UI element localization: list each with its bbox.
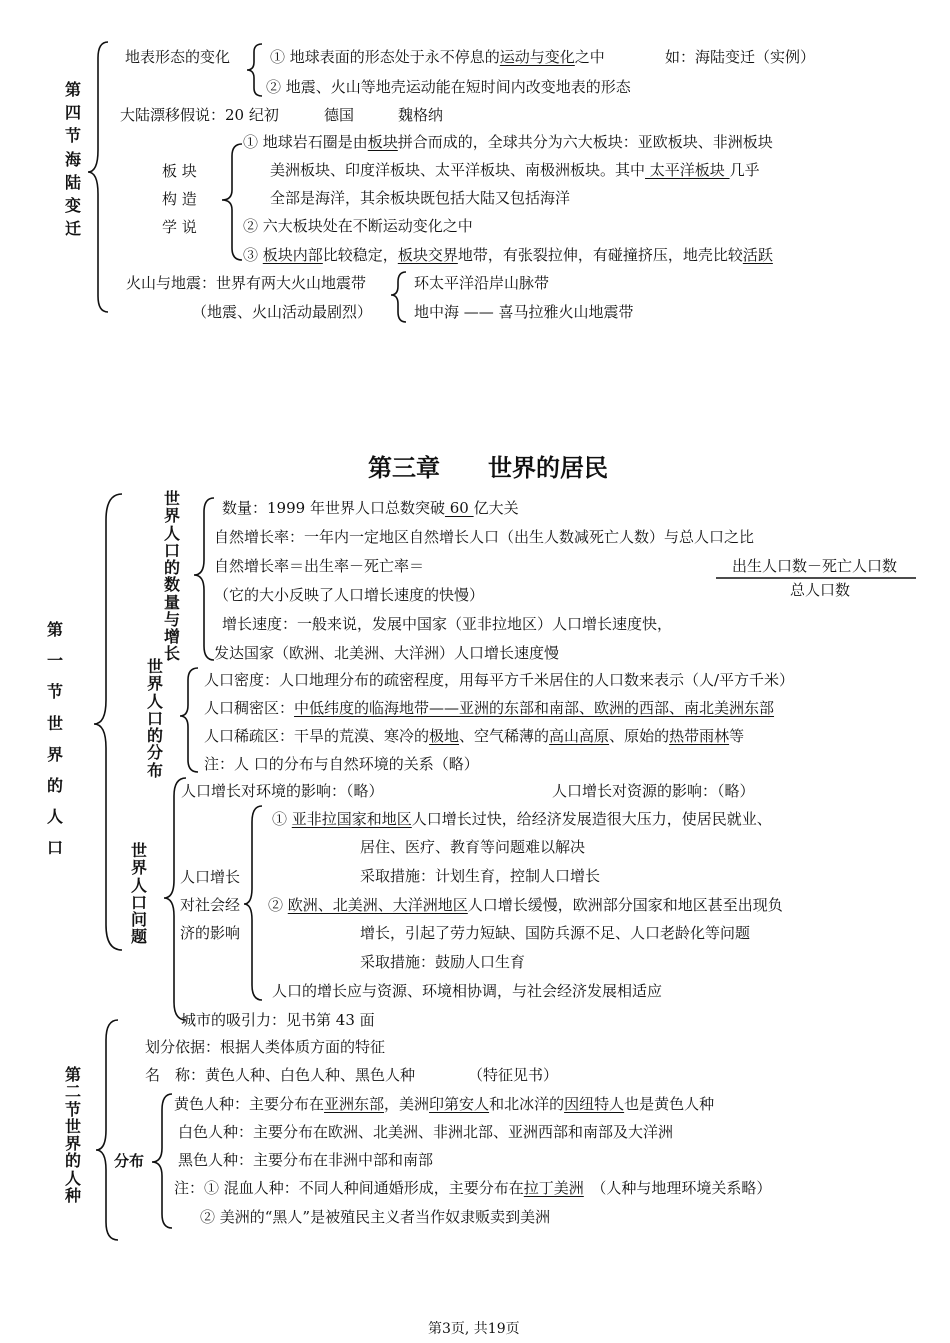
quantity-line: 数量：1999 年世界人口总数突破 60 亿大关 <box>222 499 519 517</box>
race-basis: 划分依据：根据人类体质方面的特征 <box>145 1038 386 1056</box>
plate-label-1: 板 块 <box>162 162 197 180</box>
volcano-belt-1: 环太平洋沿岸山脉带 <box>414 274 550 292</box>
dense-area: 人口稠密区：中低纬度的临海地带——亚洲的东部和南部、欧洲的西部、南北美洲东部 <box>204 699 775 717</box>
volcano-note: （地震、火山活动最剧烈） <box>192 303 373 321</box>
impact-label-2: 对社会经 <box>180 896 241 914</box>
page-footer: 第3页, 共19页 <box>428 1321 520 1337</box>
city-attraction: 城市的吸引力：见书第 43 面 <box>181 1011 375 1029</box>
impact-line-4: ② 欧洲、北美洲、大洋洲地区人口增长缓慢，欧洲部分国家和地区甚至出现负 <box>268 896 783 914</box>
plate-line-5: ③ 板块内部比较稳定，板块交界地带，有张裂拉伸，有碰撞挤压，地壳比较活跃 <box>243 246 773 264</box>
sparse-area: 人口稀疏区：干旱的荒漠、寒冷的极地、空气稀薄的高山高原、原始的热带雨林等 <box>204 727 745 745</box>
natural-growth-note: （它的大小反映了人口增长速度的快慢） <box>214 586 485 604</box>
growth-speed-line-2: 发达国家（欧洲、北美洲、大洋洲）人口增长速度慢 <box>214 644 560 662</box>
mixed-race-note: 注：① 混血人种：不同人种间通婚形成，主要分布在拉丁美洲 （人种与地理环境关系略） <box>174 1179 772 1197</box>
fraction-numerator: 出生人口数－死亡人口数 <box>732 557 898 575</box>
plate-line-2: 美洲板块、印度洋板块、太平洋板块、南极洲板块。其中 太平洋板块 几乎 <box>270 161 760 179</box>
impact-line-1: ① 亚非拉国家和地区人口增长过快，给经济发展造很大压力，使居民就业、 <box>272 810 772 828</box>
population-distribution-subtitle: 世界人口的分布 <box>146 657 163 780</box>
growth-speed-line-1: 增长速度：一般来说，发展中国家（亚非拉地区）人口增长速度快， <box>222 615 673 633</box>
impact-line-3: 采取措施：计划生育，控制人口增长 <box>360 867 601 885</box>
env-impact: 人口增长对环境的影响：（略） <box>181 782 384 800</box>
population-problem-subtitle: 世界人口问题 <box>130 841 147 947</box>
plate-line-1: ① 地球岩石圈是由板块拼合而成的，全球共分为六大板块：亚欧板块、非洲板块 <box>243 133 773 151</box>
race-names: 名 称：黄色人种、白色人种、黑色人种 <box>145 1066 416 1084</box>
resource-impact: 人口增长对资源的影响：（略） <box>552 782 755 800</box>
plate-label-3: 学 说 <box>162 218 197 236</box>
black-race: 黑色人种：主要分布在非洲中部和南部 <box>178 1151 434 1169</box>
population-quantity-subtitle: 世界人口的数量与增长 <box>163 489 180 664</box>
landform-label: 地表形态的变化 <box>125 48 231 66</box>
drift-country: 德国 <box>324 106 355 124</box>
section1-side-title: 第一节 世界的人口 <box>46 620 63 858</box>
plate-label-2: 构 造 <box>162 190 197 208</box>
landform-line-2: ② 地震、火山等地壳运动能在短时间内改变地表的形态 <box>266 78 631 96</box>
plate-line-4: ② 六大板块处在不断运动变化之中 <box>243 217 473 235</box>
landform-line-1: ① 地球表面的形态处于永不停息的运动与变化之中 <box>270 48 605 66</box>
white-race: 白色人种：主要分布在欧洲、北美洲、非洲北部、亚洲西部和南部及大洋洲 <box>178 1123 674 1141</box>
yellow-race: 黄色人种：主要分布在亚洲东部，美洲印第安人和北冰洋的因纽特人也是黄色人种 <box>174 1095 715 1113</box>
drift-label: 大陆漂移假说：20 纪初 <box>120 106 279 124</box>
impact-line-7: 人口的增长应与资源、环境相协调，与社会经济发展相适应 <box>272 982 663 1000</box>
plate-line-3: 全部是海洋，其余板块既包括大陆又包括海洋 <box>270 189 571 207</box>
fraction-denominator: 总人口数 <box>790 581 851 599</box>
natural-growth-def: 自然增长率：一年内一定地区自然增长人口（出生人数减死亡人数）与总人口之比 <box>214 528 755 546</box>
impact-line-5: 增长，引起了劳力短缺、国防兵源不足、人口老龄化等问题 <box>360 924 751 942</box>
race-names-note: （特征见书） <box>468 1066 559 1084</box>
density-def: 人口密度：人口地理分布的疏密程度，用每平方千米居住的人口数来表示（人/平方千米） <box>204 671 795 689</box>
volcano-belt-2: 地中海 —— 喜马拉雅火山地震带 <box>414 303 634 321</box>
impact-label-1: 人口增长 <box>180 868 241 886</box>
black-americans-note: ② 美洲的“黑人”是被殖民主义者当作奴隶贩卖到美洲 <box>200 1208 551 1226</box>
chapter-title: 第三章 世界的居民 <box>368 453 608 482</box>
drift-person: 魏格纳 <box>398 106 444 124</box>
impact-label-3: 济的影响 <box>180 924 241 942</box>
impact-line-2: 居住、医疗、教育等问题难以解决 <box>360 838 586 856</box>
distribution-note: 注：人 口的分布与自然环境的关系（略） <box>204 755 479 773</box>
impact-line-6: 采取措施：鼓励人口生育 <box>360 953 526 971</box>
landform-example: 如：海陆变迁（实例） <box>665 48 816 66</box>
section2-side-title: 第二节 世界的人种 <box>64 1065 81 1205</box>
volcano-label: 火山与地震：世界有两大火山地震带 <box>126 274 367 292</box>
section4-side-title: 第四节 海陆变迁 <box>64 80 81 239</box>
distribution-label: 分布 <box>114 1152 145 1170</box>
natural-growth-formula: 自然增长率＝出生率－死亡率＝ <box>214 557 425 575</box>
